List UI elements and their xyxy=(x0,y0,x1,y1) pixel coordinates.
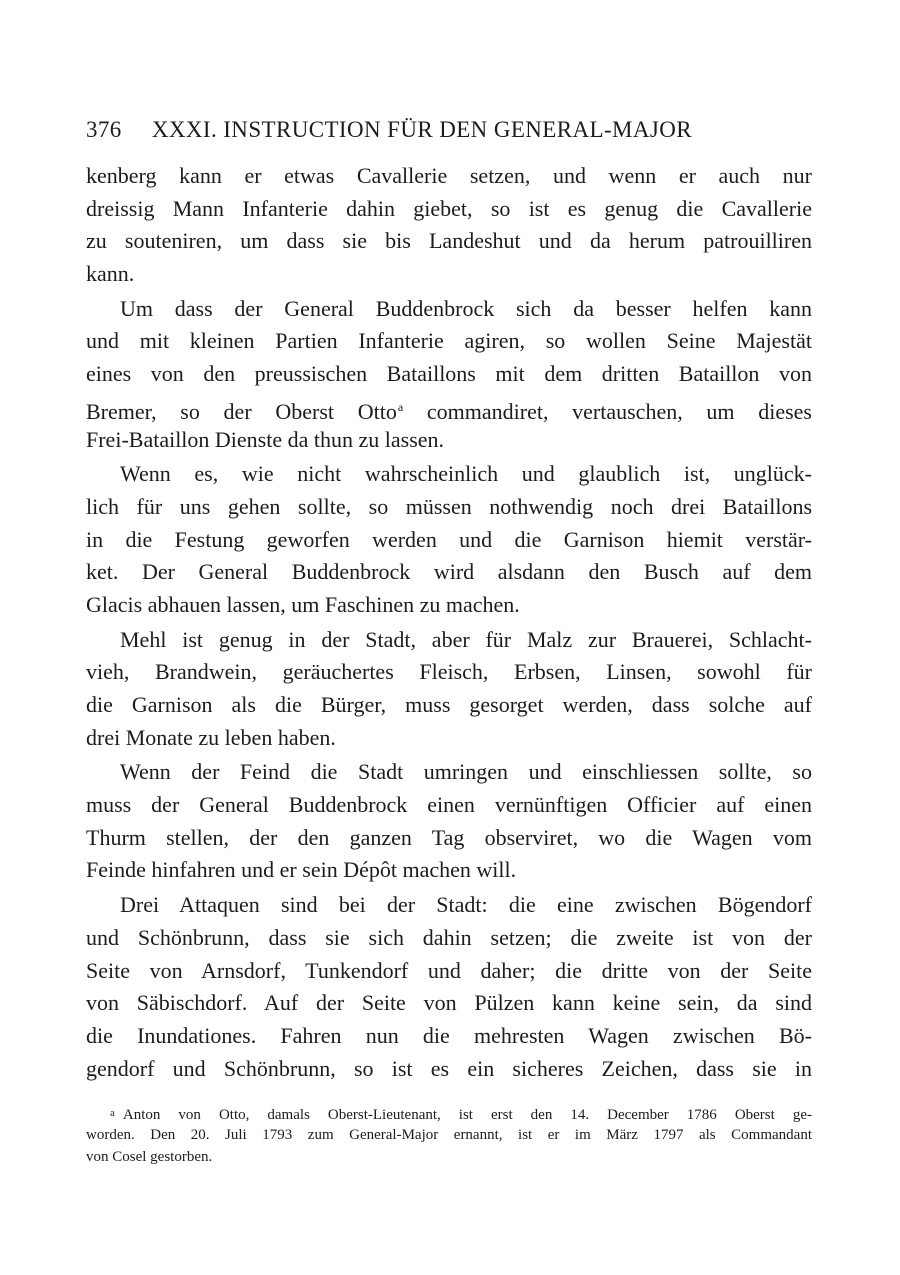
text-line: Feinde hinfahren und er sein Dépôt machen will. xyxy=(86,857,517,883)
text-line: kenberg kann er etwas Cavallerie setzen, und wenn er auch nur xyxy=(86,163,812,188)
text-line: muss der General Buddenbrock einen vernünftigen Officier auf einen xyxy=(86,792,812,818)
body-text xyxy=(86,160,812,1085)
chapter-title: XXXI. INSTRUCTION FÜR DEN GENERAL-MAJOR xyxy=(151,117,692,142)
text-line: gendorf und Schönbrunn, so ist es ein sicheres Zeichen, dass sie in xyxy=(86,1055,812,1081)
paragraph-3 xyxy=(86,458,812,621)
text-line: Thurm stellen, der den ganzen Tag observiret, wo die Wagen vom xyxy=(86,824,812,850)
text-line: in die Festung geworfen werden und die Garnison hiemit verstär- xyxy=(86,526,812,552)
running-head xyxy=(86,112,826,148)
text-line: lich für uns gehen sollte, so müssen nothwendig noch drei Bataillons xyxy=(86,493,812,519)
footnote-line: worden. Den 20. Juli 1793 zum General-Major ernannt, ist er im März 1797 als Commandant xyxy=(86,1127,812,1143)
footnotes xyxy=(86,1102,812,1168)
text-line: Seite von Arnsdorf, Tunkendorf und daher; die dritte von der Seite xyxy=(86,957,812,983)
paragraph-5 xyxy=(86,756,812,887)
text-line: Glacis abhauen lassen, um Faschinen zu machen. xyxy=(86,591,520,617)
text-line: die Inundationes. Fahren nun die mehresten Wagen zwischen Bö- xyxy=(86,1022,812,1048)
text-line: Wenn der Feind die Stadt umringen und einschliessen sollte, so xyxy=(120,759,812,785)
footnote-reference[interactable]: a xyxy=(397,399,404,414)
text-line: und mit kleinen Partien Infanterie agiren, so wollen Seine Majestät xyxy=(86,328,812,354)
text-line: Mehl ist genug in der Stadt, aber für Malz zur Brauerei, Schlacht- xyxy=(120,626,812,652)
page-number: 376 xyxy=(86,117,122,142)
text-line: Wenn es, wie nicht wahrscheinlich und glaublich ist, unglück- xyxy=(120,461,812,487)
text-line: von Säbischdorf. Auf der Seite von Pülzen kann keine sein, da sind xyxy=(86,990,812,1016)
paragraph-4 xyxy=(86,624,812,755)
footnote-marker: a xyxy=(110,1107,115,1119)
footnote-line xyxy=(86,1102,812,1124)
paragraph-1 xyxy=(86,160,812,291)
text-line: drei Monate zu leben haben. xyxy=(86,724,336,750)
text-line: und Schönbrunn, dass sie sich dahin setzen; die zweite ist von der xyxy=(86,924,812,950)
text-line: dreissig Mann Infanterie dahin giebet, so ist es genug die Cavallerie xyxy=(86,195,812,221)
text-line: die Garnison als die Bürger, muss gesorget werden, dass solche auf xyxy=(86,692,812,717)
text-line: zu souteniren, um dass sie bis Landeshut und da herum patrouilliren xyxy=(86,228,812,254)
text-segment: commandiret, vertauschen, um dieses xyxy=(426,398,812,424)
text-line-with-footnote-ref xyxy=(86,391,812,424)
footnote-line: von Cosel gestorben. xyxy=(86,1149,213,1165)
text-line: kann. xyxy=(86,261,135,287)
text-segment: Bremer, so der Oberst Otto xyxy=(86,398,397,424)
text-line: vieh, Brandwein, geräuchertes Fleisch, Erbsen, Linsen, sowohl für xyxy=(86,659,812,685)
text-line: ket. Der General Buddenbrock wird alsdann den Busch auf dem xyxy=(86,559,812,585)
paragraph-2 xyxy=(86,293,812,456)
footnote-text: Anton von Otto, damals Oberst-Lieutenant, ist erst den 14. December 1786 Oberst ge- xyxy=(122,1107,812,1123)
text-line: Um dass der General Buddenbrock sich da besser helfen kann xyxy=(120,295,812,321)
text-line: eines von den preussischen Bataillons mit dem dritten Bataillon von xyxy=(86,361,812,387)
paragraph-6 xyxy=(86,889,812,1085)
text-line: Drei Attaquen sind bei der Stadt: die eine zwischen Bögendorf xyxy=(120,892,812,918)
text-line: Frei-Bataillon Dienste da thun zu lassen. xyxy=(86,426,445,452)
